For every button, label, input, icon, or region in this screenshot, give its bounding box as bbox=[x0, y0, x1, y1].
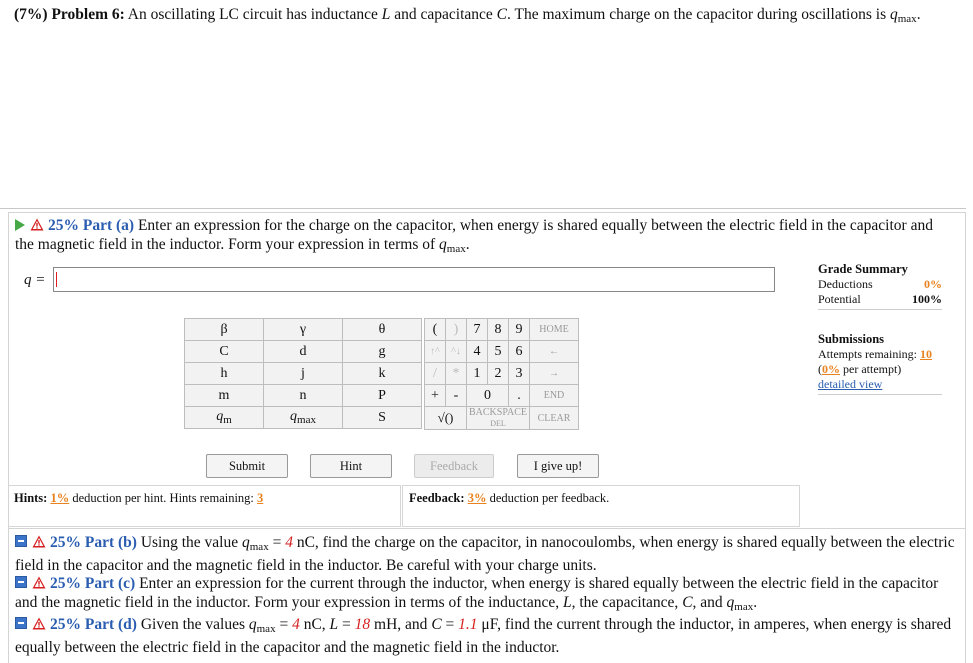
hint-button[interactable]: Hint bbox=[310, 454, 392, 478]
key-theta[interactable]: θ bbox=[343, 319, 422, 341]
key-d[interactable]: d bbox=[264, 341, 343, 363]
key-multiply[interactable]: * bbox=[446, 363, 467, 385]
give-up-button[interactable]: I give up! bbox=[517, 454, 599, 478]
key-0[interactable]: 0 bbox=[467, 385, 509, 407]
key-2[interactable]: 2 bbox=[488, 363, 509, 385]
feedback-button[interactable]: Feedback bbox=[414, 454, 494, 478]
key-close-paren[interactable]: ) bbox=[446, 319, 467, 341]
hints-remaining: 3 bbox=[257, 491, 264, 505]
key-minus[interactable]: - bbox=[446, 385, 467, 407]
text-cursor bbox=[56, 272, 57, 287]
key-4[interactable]: 4 bbox=[467, 341, 488, 363]
collapse-icon[interactable] bbox=[15, 576, 27, 588]
key-h[interactable]: h bbox=[185, 363, 264, 385]
key-divide[interactable]: / bbox=[425, 363, 446, 385]
hints-panel: Hints: 1% deduction per hint. Hints remaining: 3 bbox=[8, 485, 401, 527]
problem-number: (7%) Problem 6: bbox=[14, 6, 125, 23]
part-b-question[interactable]: 25% Part (b) Using the value $q_{max} = 4$ nC, find the charge on the capacitor, in nanocoulombs, when energy is shared equally between the electric field in the capacitor and the magnetic field in the inductor. Be careful with your charge units. bbox=[15, 534, 955, 574]
part-d-question[interactable]: 25% Part (d) Given the values $q_{max} = 4$ nC, L = 18 mH, and C = 1.1 μF, find the current through the inductor, in amperes, when energy is shared equally between the electric field in the capacitor and the magnetic field in the inductor. bbox=[15, 616, 952, 656]
collapse-icon[interactable] bbox=[15, 617, 27, 629]
key-end[interactable]: END bbox=[530, 385, 579, 407]
remaining-parts bbox=[8, 528, 966, 663]
key-1[interactable]: 1 bbox=[467, 363, 488, 385]
hint-deduction: 1% bbox=[50, 491, 70, 505]
key-subscript[interactable]: ^↓ bbox=[446, 341, 467, 363]
part-a-percent: 25% bbox=[48, 217, 79, 234]
key-backspace[interactable]: BACKSPACE DEL bbox=[467, 407, 530, 430]
left-arrow-icon[interactable]: ← bbox=[530, 341, 579, 363]
warning-icon bbox=[32, 535, 46, 548]
part-a-question: 25% Part (a) Enter an expression for the charge on the capacitor, when energy is shared equally between the electric field in the capacitor and the magnetic field in the inductor. Form your expression in terms of $q_{max}$. bbox=[15, 217, 933, 255]
feedback-panel: Feedback: 3% deduction per feedback. bbox=[402, 485, 800, 527]
part-a-label: Part (a) bbox=[82, 217, 135, 234]
key-beta[interactable]: β bbox=[185, 319, 264, 341]
key-g[interactable]: g bbox=[343, 341, 422, 363]
numeric-keypad bbox=[424, 318, 579, 430]
warning-icon bbox=[32, 617, 46, 630]
attempts-remaining: 10 bbox=[919, 347, 932, 361]
key-m[interactable]: m bbox=[185, 385, 264, 407]
key-del[interactable]: DEL bbox=[490, 419, 506, 428]
warning-icon bbox=[32, 576, 46, 589]
feedback-deduction: 3% bbox=[467, 491, 487, 505]
key-q-m[interactable]: $q_m$ bbox=[185, 407, 264, 429]
key-q-max[interactable]: $q_{max}$ bbox=[264, 407, 343, 429]
key-home[interactable]: HOME bbox=[530, 319, 579, 341]
answer-label: q = bbox=[24, 272, 46, 288]
key-open-paren[interactable]: ( bbox=[425, 319, 446, 341]
key-superscript[interactable]: ↑^ bbox=[425, 341, 446, 363]
key-5[interactable]: 5 bbox=[488, 341, 509, 363]
key-n[interactable]: n bbox=[264, 385, 343, 407]
key-sqrt[interactable]: √() bbox=[425, 407, 467, 430]
key-8[interactable]: 8 bbox=[488, 319, 509, 341]
answer-input[interactable] bbox=[53, 267, 775, 292]
submissions-title: Submissions bbox=[818, 332, 885, 346]
key-6[interactable]: 6 bbox=[509, 341, 530, 363]
warning-icon bbox=[30, 218, 44, 231]
detailed-view-link[interactable]: detailed view bbox=[818, 377, 883, 391]
key-k[interactable]: k bbox=[343, 363, 422, 385]
potential-value: 100% bbox=[912, 292, 942, 306]
key-C[interactable]: C bbox=[185, 341, 264, 363]
divider bbox=[0, 208, 966, 209]
key-9[interactable]: 9 bbox=[509, 319, 530, 341]
key-j[interactable]: j bbox=[264, 363, 343, 385]
part-c-question[interactable]: 25% Part (c) Enter an expression for the current through the inductor, when energy is shared equally between the electric field in the capacitor and the magnetic field in the inductor. Form your expression in terms of the inductance, L, the capacitance, C, and $q_{max}$. bbox=[15, 575, 939, 613]
problem-statement: (7%) Problem 6: An oscillating LC circuit has inductance L and capacitance C. The maximum charge on the capacitor during oscillations is $q_{max}$. bbox=[14, 6, 921, 25]
key-plus[interactable]: + bbox=[425, 385, 446, 407]
grade-summary-title: Grade Summary bbox=[818, 262, 908, 276]
expand-triangle-icon[interactable] bbox=[15, 219, 25, 231]
key-decimal[interactable]: . bbox=[509, 385, 530, 407]
submit-button[interactable]: Submit bbox=[206, 454, 288, 478]
symbol-keypad bbox=[184, 318, 422, 429]
collapse-icon[interactable] bbox=[15, 535, 27, 547]
key-S[interactable]: S bbox=[343, 407, 422, 429]
key-3[interactable]: 3 bbox=[509, 363, 530, 385]
key-7[interactable]: 7 bbox=[467, 319, 488, 341]
right-arrow-icon[interactable]: → bbox=[530, 363, 579, 385]
grade-summary: Grade Summary Deductions 0% Potential 100% Submissions Attempts remaining: 10 (0% per attempt) detailed view bbox=[818, 262, 942, 397]
key-clear[interactable]: CLEAR bbox=[530, 407, 579, 430]
deductions-value: 0% bbox=[924, 277, 942, 291]
key-P[interactable]: P bbox=[343, 385, 422, 407]
key-gamma[interactable]: γ bbox=[264, 319, 343, 341]
